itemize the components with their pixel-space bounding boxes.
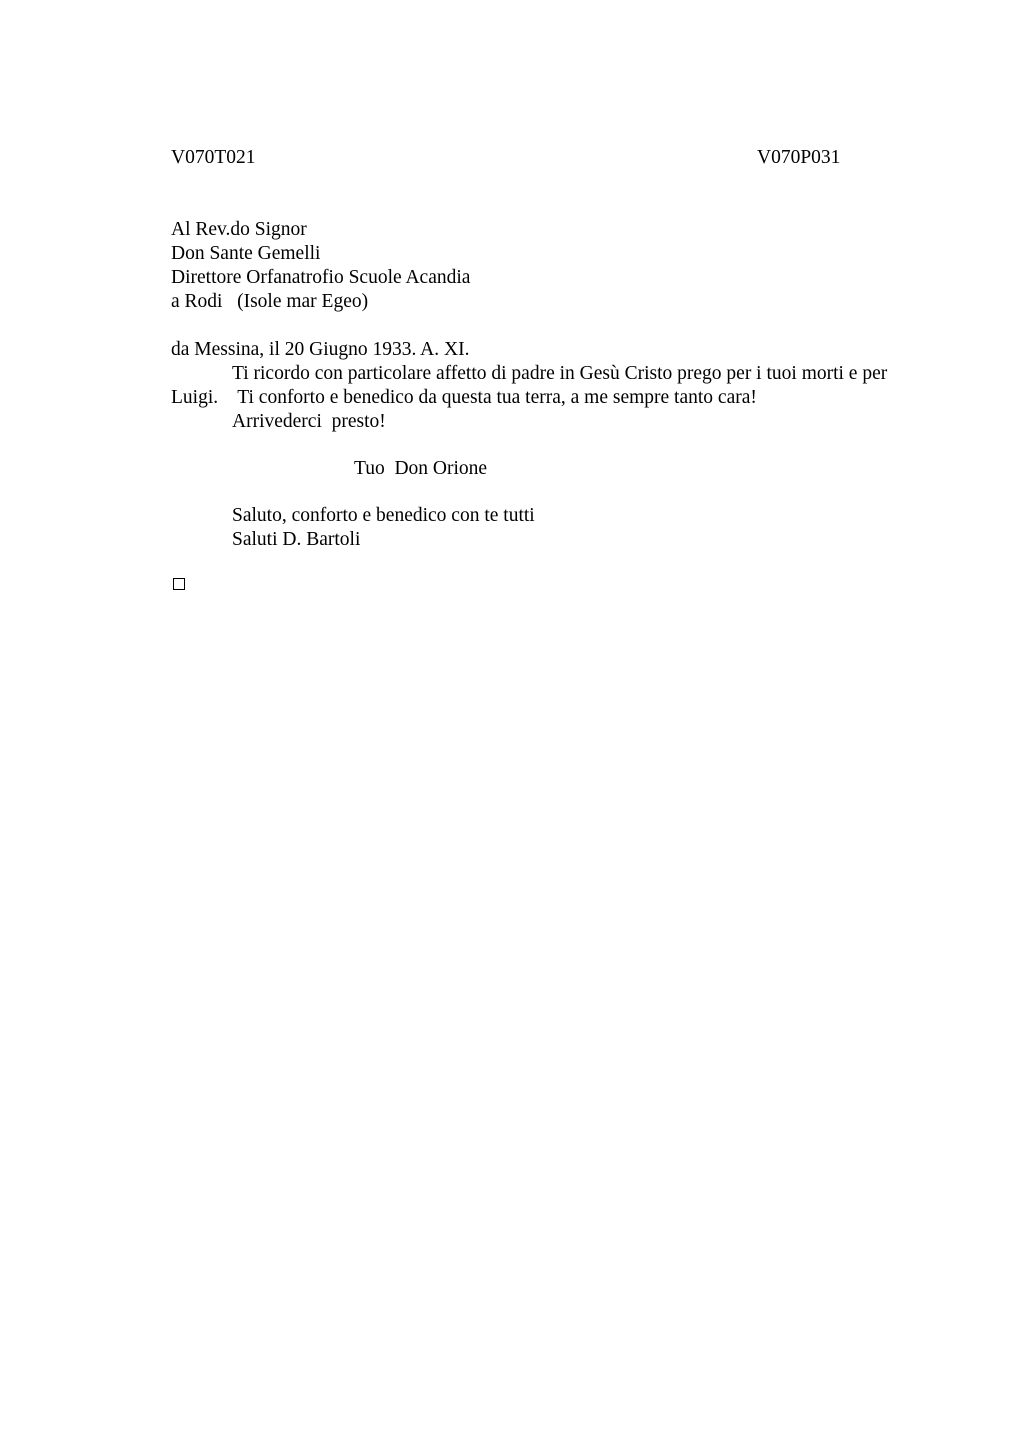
address-line-1: Al Rev.do Signor [171, 219, 307, 240]
letter-body-line-2: Luigi. Ti conforto e benedico da questa tua terra, a me sempre tanto cara! [171, 387, 757, 408]
document-code-right: V070P031 [757, 147, 841, 168]
letter-body-line-3: Arrivederci presto! [232, 411, 386, 432]
postscript-line-2: Saluti D. Bartoli [232, 529, 361, 550]
address-line-3: Direttore Orfanatrofio Scuole Acandia [171, 267, 471, 288]
document-code-left: V070T021 [171, 147, 256, 168]
letter-body-line-1: Ti ricordo con particolare affetto di padre in Gesù Cristo prego per i tuoi morti e per [232, 363, 888, 384]
square-icon [173, 578, 185, 590]
postscript-line-1: Saluto, conforto e benedico con te tutti [232, 505, 535, 526]
address-line-2: Don Sante Gemelli [171, 243, 321, 264]
letter-signature: Tuo Don Orione [354, 458, 488, 479]
address-line-4: a Rodi (Isole mar Egeo) [171, 291, 369, 312]
letter-dateline: da Messina, il 20 Giugno 1933. A. XI. [171, 339, 470, 360]
